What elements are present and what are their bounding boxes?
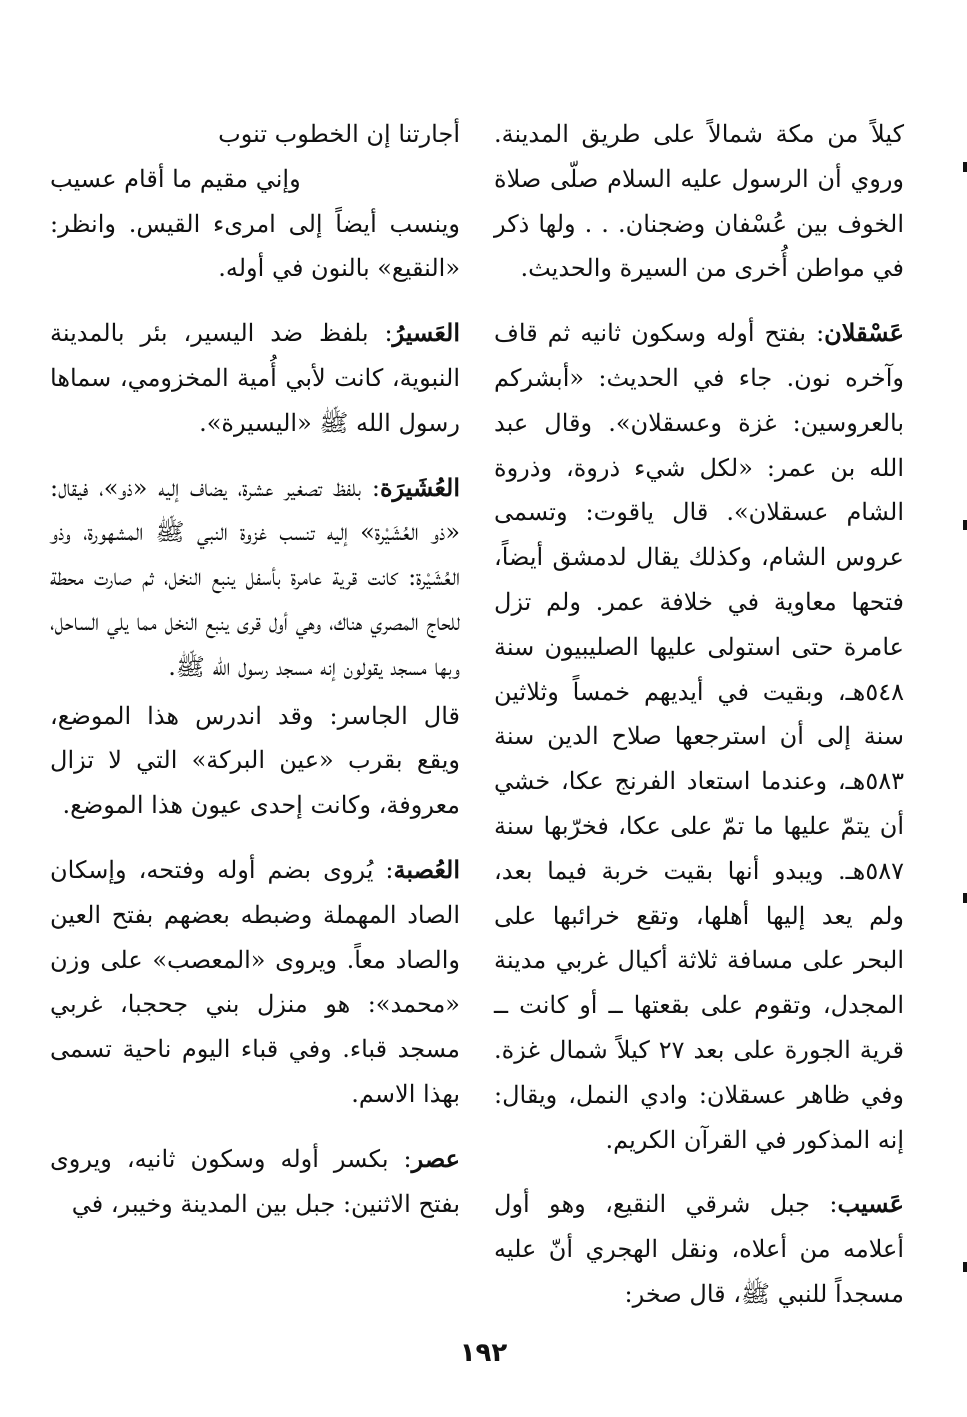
entry-headword: العَسيرُ: [392, 318, 460, 348]
entry-headword: العُشَيرَة: [379, 472, 461, 502]
entry-continuation: [494, 112, 904, 291]
entry-ushayra: [50, 466, 460, 690]
margin-mark: [963, 1262, 967, 1272]
entry-text: كيلاً من مكة شمالاً على طريق المدينة. وروي أن الرسول عليه السلام صلّى صلاة الخوف بين عُسْفان وضجنان. . . ولها ذكر في مواطن أُخرى من السيرة والحديث.: [494, 120, 904, 283]
document-page: [38, 112, 904, 1322]
entry-text: : بلفظ ضد اليسير، بئر بالمدينة النبوية، كانت لأبي أُمية المخزومي، سماها رسول الله ﷺ «اليسيرة».: [50, 319, 460, 437]
page-number: ١٩٢: [459, 1338, 508, 1368]
verse-hemistich: أجارتنا إن الخطوب تنوب: [218, 120, 460, 148]
entry-text: وينسب أيضاً إلى امرىء القيس. وانظر: «النقيع» بالنون في أوله.: [50, 209, 460, 283]
verse-hemistich: وإني مقيم ما أقام عسيب: [50, 164, 301, 193]
entry-text: : يُروى بضم أوله وفتحه، وإسكان الصاد المهملة وضبطه بعضهم بفتح العين والصاد معاً. ويروى «المعصب» على وزن «محمد»: هو منزل بني جحجبا، غربي مسجد قباء. وفي قباء اليوم ناحية تسمى بهذا الاسم.: [50, 855, 460, 1108]
entry-headword: عصر: [411, 1143, 460, 1173]
entry-text: قال الجاسر: وقد اندرس هذا الموضع، ويقع بقرب «عين البركة» التي لا تزال معروفة، وكانت إحدى عيون هذا الموضع.: [50, 701, 460, 820]
entry-asqalan: [494, 311, 904, 1162]
jasir-note: [50, 694, 460, 828]
right-column: [494, 112, 904, 1337]
entry-headword: عَسيب: [837, 1189, 904, 1219]
entry-asr: [50, 1137, 460, 1227]
entry-text: : جبل شرقي النقيع، وهو أول أعلامه من أعلاه، ونقل الهجري أنّ عليه مسجداً للنبي ﷺ، قال صخر:: [494, 1190, 904, 1308]
verse-line-1: [50, 112, 460, 157]
entry-text: : بكسر أوله وسكون ثانيه، ويروى بفتح الاثنين: جبل بين المدينة وخيبر، في: [50, 1144, 460, 1218]
entry-usba: [50, 848, 460, 1117]
margin-mark: [963, 520, 967, 530]
entry-headword: العُصبة: [393, 854, 460, 884]
margin-mark: [963, 893, 967, 903]
left-column: [50, 112, 460, 1246]
entry-text: : بفتح أوله وسكون ثانيه ثم قاف وآخره نون. جاء في الحديث: «أبشركم بالعروسين: غزة وعسقلان». وقال عبد الله بن عمر: «لكل شيء ذروة، وذروة الشام عسقلان». قال ياقوت: وتسمى عروس الشام، وكذلك يقال لدمشق أيضاً، فتحها معاوية في خلافة عمر. ولم تزل عامرة حتى استولى عليها الصليبيون سنة ٥٤٨هـ، وبقيت في أيديهم خمساً وثلاثين سنة إلى أن استرجعها صلاح الدين سنة ٥٨٣هـ، وعندما استعاد الفرنج عكا، خشي أن يتمّ عليها ما تمّ على عكا، فخرّبها سنة ٥٨٧هـ. ويبدو أنها بقيت خربة فيما بعد، ولم يعد إليها أهلها، وتقع خرائبها على البحر على مسافة ثلاثة أكيال غربي مدينة المجدل، وتقوم على بقعتها ــ أو كانت ــ قرية الجورة على بعد ٢٧ كيلاً شمال غزة. وفي ظاهر عسقلان: وادي النمل، ويقال: إنه المذكور في القرآن الكريم.: [494, 319, 905, 1154]
entry-asib: [494, 1182, 904, 1316]
verse-note: [50, 202, 460, 292]
entry-text: : بلفظ تصغير عشرة، يضاف إليه «ذو»، فيقال: «ذو العُشَيْرة» إليه تنسب غزوة النبي ﷺ المشهورة، وذو العُشَيْرة: كانت قرية عامرة بأسفل ينبع النخل، ثم صارت محطة للحاج المصري هناك، وهي أول قرى ينبع النخل مما يلي الساحل، وبها مسجد يقولون إنه مسجد رسول الله ﷺ.: [50, 473, 460, 681]
entry-headword: عَسْقلان: [824, 318, 904, 348]
margin-mark: [963, 162, 967, 172]
verse-line-2: [50, 157, 460, 202]
entry-asir: [50, 311, 460, 445]
